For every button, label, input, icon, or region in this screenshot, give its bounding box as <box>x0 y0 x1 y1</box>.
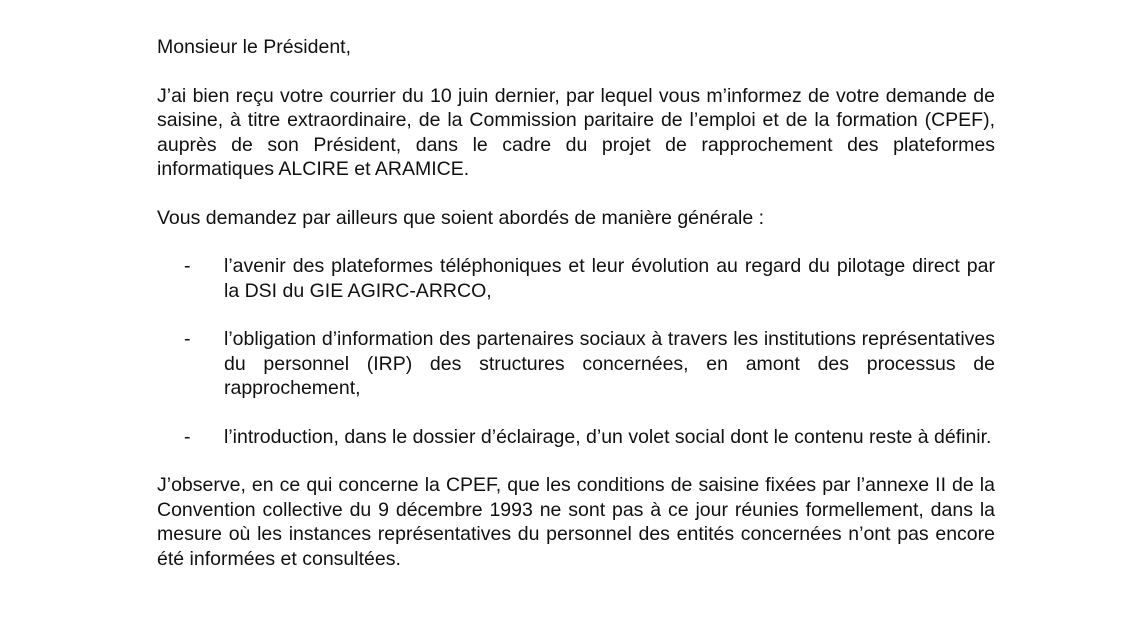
paragraph-topics-lead: Vous demandez par ailleurs que soient abordés de manière générale : <box>157 206 765 229</box>
list-item <box>157 425 995 450</box>
letter-body <box>157 35 995 571</box>
list-item <box>157 254 995 303</box>
bullet-dash: - <box>184 328 191 350</box>
paragraph-intro: J’ai bien reçu votre courrier du 10 juin dernier, par lequel vous m’informez de votre demande de saisine, à titre extraordinaire, de la Commission paritaire de l’emploi et de la formation (CPEF), auprès de son Président, dans le cadre du projet de rapprochement des plateformes informatiques ALCIRE et ARAMICE. <box>157 84 995 180</box>
list-item-text: l’introduction, dans le dossier d’éclairage, d’un volet social dont le contenu reste à définir. <box>224 425 992 448</box>
list-item-text: l’obligation d’information des partenaires sociaux à travers les institutions représentatives du personnel (IRP) des structures concernées, en amont des processus de rapprochement, <box>224 328 995 399</box>
bullet-dash: - <box>184 255 191 277</box>
salutation: Monsieur le Président, <box>157 36 352 58</box>
bullet-dash: - <box>184 425 191 448</box>
topics-list <box>157 254 995 449</box>
paragraph-observation: J’observe, en ce qui concerne la CPEF, que les conditions de saisine fixées par l’annexe II de la Convention collective du 9 décembre 1993 ne sont pas à ce jour réunies formellement, dans la mesure où les instances représentatives du personnel des entités concernées n’ont pas encore été informées et consultées. <box>157 474 995 570</box>
list-item <box>157 327 995 401</box>
list-item-text: l’avenir des plateformes téléphoniques et leur évolution au regard du pilotage direct par la DSI du GIE AGIRC-ARRCO, <box>224 255 995 302</box>
